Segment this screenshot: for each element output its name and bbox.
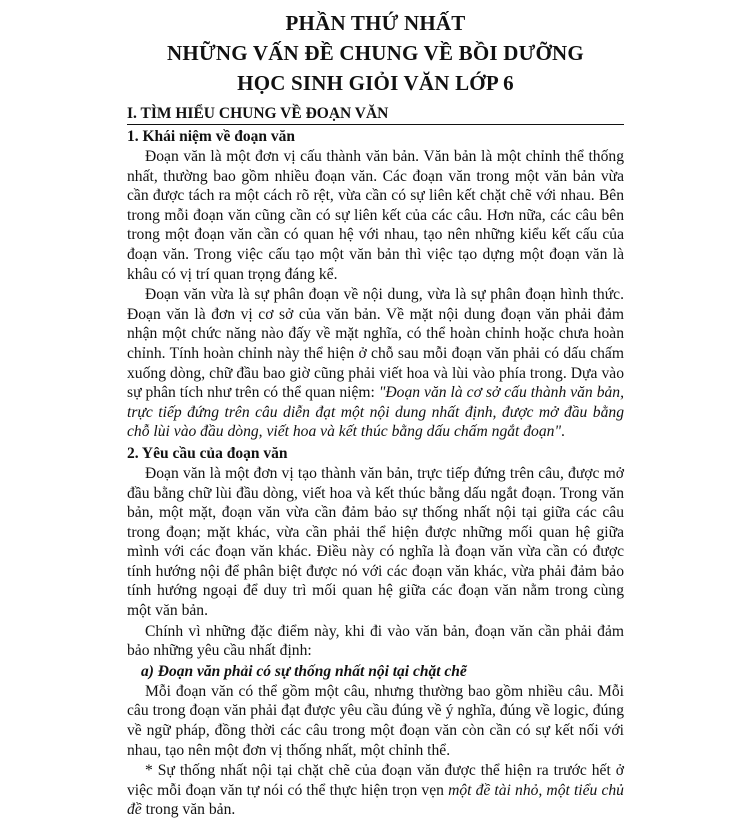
paragraph-2-quote: "Đoạn văn là cơ sở cấu thành văn bản, trực tiếp đứng trên câu diễn đạt một nội dung nhất định, được mở đầu bằng chỗ lùi vào đầu dòng, viết hoa và kết thúc bằng dấu chấm ngắt đoạn" xyxy=(127,384,624,441)
title-line-1: PHẦN THỨ NHẤT xyxy=(285,11,466,35)
paragraph-6-end: trong văn bản. xyxy=(141,801,236,819)
paragraph-3: Đoạn văn là một đơn vị tạo thành văn bản, trực tiếp đứng trên câu, được mở đầu bằng chữ lùi đầu dòng, viết hoa và kết thúc bằng dấu ngắt đoạn. Trong văn bản, một mặt, đoạn văn vừa cần đảm bảo sự thống nhất nội tại giữa các câu trong đoạn; mặt khác, vừa cần phải thể hiện được những mối quan hệ giữa mình với các đoạn văn khác. Điều này có nghĩa là đoạn văn vừa cần có được tính hướng nội để phân biệt được nó với các đoạn văn khác, vừa phải đảm bảo tính hướng ngoại để duy trì mối quan hệ giữa các đoạn văn nằm trong cùng một văn bản. xyxy=(127,464,624,620)
paragraph-5: Mỗi đoạn văn có thể gồm một câu, nhưng thường bao gồm nhiều câu. Mỗi câu trong đoạn văn phải đạt được yêu cầu đúng về ý nghĩa, đúng về logic, đúng về ngữ pháp, đồng thời các câu trong một đoạn văn còn cần có sự kết nối với nhau, tạo nên một đơn vị thống nhất, một chỉnh thể. xyxy=(127,682,624,759)
paragraph-6 xyxy=(127,761,624,820)
title-line-3: HỌC SINH GIỎI VĂN LỚP 6 xyxy=(237,71,514,95)
paragraph-6-emphasis: một đề tài nhỏ, một tiểu chủ đề xyxy=(127,781,624,819)
subheading-2: 2. Yêu cầu của đoạn văn xyxy=(127,444,288,462)
paragraph-1: Đoạn văn là một đơn vị cấu thành văn bản. Văn bản là một chỉnh thể thống nhất, thường bao gồm nhiều đoạn văn. Các đoạn văn trong một văn bản vừa cần được tách ra một cách rõ rệt, vừa cần có sự liên kết chặt chẽ với nhau. Bên trong mỗi đoạn văn cũng cần có sự liên kết của các câu. Hơn nữa, các câu bên trong một đoạn văn cần có quan hệ với nhau, tạo nên những kiểu kết cấu của đoạn văn. Trong việc cấu tạo một văn bản thì việc tạo dựng một đoạn văn là khâu có vị trí quan trọng đáng kể. xyxy=(127,148,624,283)
chapter-title xyxy=(127,8,624,98)
paragraph-2-end: . xyxy=(561,423,565,441)
subheading-a: a) Đoạn văn phải có sự thống nhất nội tại chặt chẽ xyxy=(141,662,467,680)
title-line-2: NHỮNG VẤN ĐỀ CHUNG VỀ BỒI DƯỠNG xyxy=(167,41,584,65)
paragraph-6-text: * Sự thống nhất nội tại chặt chẽ của đoạn văn được thể hiện ra trước hết ở việc mỗi đoạn văn tự nói có thể thực hiện trọn vẹn xyxy=(127,762,624,799)
paragraph-4: Chính vì những đặc điểm này, khi đi vào văn bản, đoạn văn cần phải đảm bảo những yêu cầu nhất định: xyxy=(127,622,624,660)
paragraph-2 xyxy=(127,285,624,442)
paragraph-2-text: Đoạn văn vừa là sự phân đoạn về nội dung, vừa là sự phân đoạn hình thức. Đoạn văn là đơn vị cơ sở của văn bản. Về mặt nội dung đoạn văn phải đảm nhận một chức năng nào đấy về mặt nghĩa, có thể hoàn chỉnh hoặc chưa hoàn chỉnh. Tính hoàn chỉnh này thể hiện ở chỗ sau mỗi đoạn văn phải có dấu chấm xuống dòng, chữ đầu bao giờ cũng phải viết hoa và lùi vào phía trong. Dựa vào sự phân tích như trên có thể quan niệm: xyxy=(127,286,624,402)
subheading-1: 1. Khái niệm về đoạn văn xyxy=(127,128,295,145)
section-heading-1: I. TÌM HIỂU CHUNG VỀ ĐOẠN VĂN xyxy=(127,104,624,125)
